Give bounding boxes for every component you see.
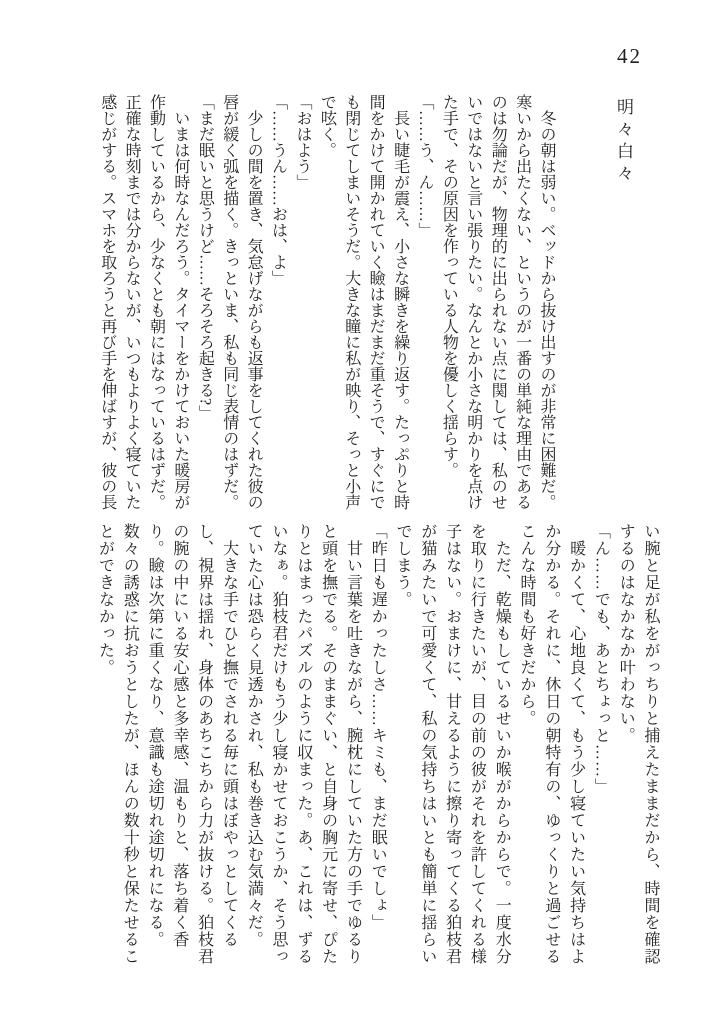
text-column: 甘い言葉を吐きながら、腕枕にしていた方の手でゆるり bbox=[344, 523, 362, 965]
text-column: た手で、その原因を作っている人物を優しく揺らす。 bbox=[440, 94, 458, 478]
text-column: 長い睫毛が震え、小さな瞬きを繰り返す。たっぷりと時 bbox=[391, 94, 409, 510]
text-column: も閉じてしまいそうだ。大きな瞳に私が映り、そっと小声 bbox=[342, 94, 360, 510]
text-column: が猫みたいで可愛くて、私の気持ちはいとも簡単に揺らい bbox=[418, 523, 436, 965]
text-column: の腕の中にいる安心感と多幸感、温もりと、落ち着く香 bbox=[170, 523, 188, 948]
lower-text-block bbox=[92, 523, 662, 969]
text-column: 作動しているから、少なくとも朝にはなっているはずだ。 bbox=[147, 94, 165, 510]
text-column: い腕と足が私をがっちりと捕えたままだから、時間を確認 bbox=[642, 523, 659, 965]
text-column: し、視界は揺れ、身体のあちこちから力が抜ける。狛枝君 bbox=[195, 523, 213, 965]
text-column: 「まだ眠いと思うけど……そろそろ起きる?」 bbox=[196, 94, 214, 422]
text-column: 正確な時刻までは分からないが、いつもよりよく寝ていた bbox=[123, 94, 141, 510]
text-column: 寒いから出たくない、というのが一番の単純な理由である bbox=[513, 94, 531, 510]
page-number: 42 bbox=[617, 44, 642, 68]
text-column: するのはなかなか叶わない。 bbox=[617, 523, 635, 744]
text-column: り。瞼は次第に重くなり、意識も途切れ途切れになる。 bbox=[146, 523, 164, 948]
text-column: 間をかけて開かれていく瞼はまだまだ重そうで、すぐにで bbox=[367, 94, 385, 510]
text-column: こんな時間も好きだから。 bbox=[518, 523, 536, 727]
text-column: 少しの間を置き、気怠げながらも返事をしてくれた彼の bbox=[245, 94, 263, 510]
text-column: 暖かくて、心地良くて、もう少し寝ていたい気持ちはよ bbox=[567, 523, 585, 965]
text-column: 「……う、ん……」 bbox=[415, 94, 433, 238]
text-column: のは勿論だが、物理的に出られない点に関しては、私のせ bbox=[489, 94, 507, 510]
upper-text-block bbox=[94, 94, 558, 514]
text-column: 「おはよう」 bbox=[293, 94, 311, 190]
text-column: か分かる。それに、休日の朝特有の、ゆっくりと過ごせる bbox=[542, 523, 560, 965]
text-column: 大きな手でひと撫でされる毎に頭はぼやっとしてくる bbox=[220, 523, 238, 948]
chapter-title: 明々白々 bbox=[614, 98, 633, 186]
text-column: 「ん……でも、あとちょっと……」 bbox=[592, 523, 610, 795]
text-column: 唇が緩く弧を描く。きっといま、私も同じ表情のはずだ。 bbox=[220, 94, 238, 510]
text-column: ていた心は恐らく見透かされ、私も巻き込む気満々だ。 bbox=[245, 523, 263, 948]
text-column: りとはまったパズルのように収まった。あ、これは、ずる bbox=[294, 523, 312, 965]
text-column: いなぁ。狛枝君だけもう少し寝かせておこうか、そう思っ bbox=[270, 523, 288, 965]
text-column: 感じがする。スマホを取ろうと再び手を伸ばすが、彼の長 bbox=[98, 94, 116, 510]
text-column: いではないと言い張りたい。なんとか小さな明かりを点け bbox=[464, 94, 482, 510]
text-column: 子はない。おまけに、甘えるように擦り寄ってくる狛枝君 bbox=[443, 523, 461, 965]
text-column: 「昨日も遅かったしさ……キミも、まだ眠いでしょ」 bbox=[369, 523, 387, 931]
text-column: とができなかった。 bbox=[96, 523, 114, 676]
text-column: ただ、乾燥もしているせいか喉がからからで。一度水分 bbox=[493, 523, 511, 965]
text-column: を取りに行きたいが、目の前の彼がそれを許してくれる様 bbox=[468, 523, 486, 965]
text-column: 冬の朝は弱い。ベッドから抜け出すのが非常に困難だ。 bbox=[538, 94, 555, 510]
text-column: 数々の誘惑に抗おうとしたが、ほんの数十秒と保たせるこ bbox=[121, 523, 139, 965]
text-column: 「……うん……おは、よ」 bbox=[269, 94, 287, 286]
text-column: でしまう。 bbox=[394, 523, 412, 608]
text-column: で呟く。 bbox=[318, 94, 336, 158]
text-column: と頭を撫でる。そのままぐい、と自身の胸元に寄せ、ぴた bbox=[319, 523, 337, 965]
text-column: いまは何時なんだろう。タイマーをかけておいた暖房が bbox=[171, 94, 189, 510]
